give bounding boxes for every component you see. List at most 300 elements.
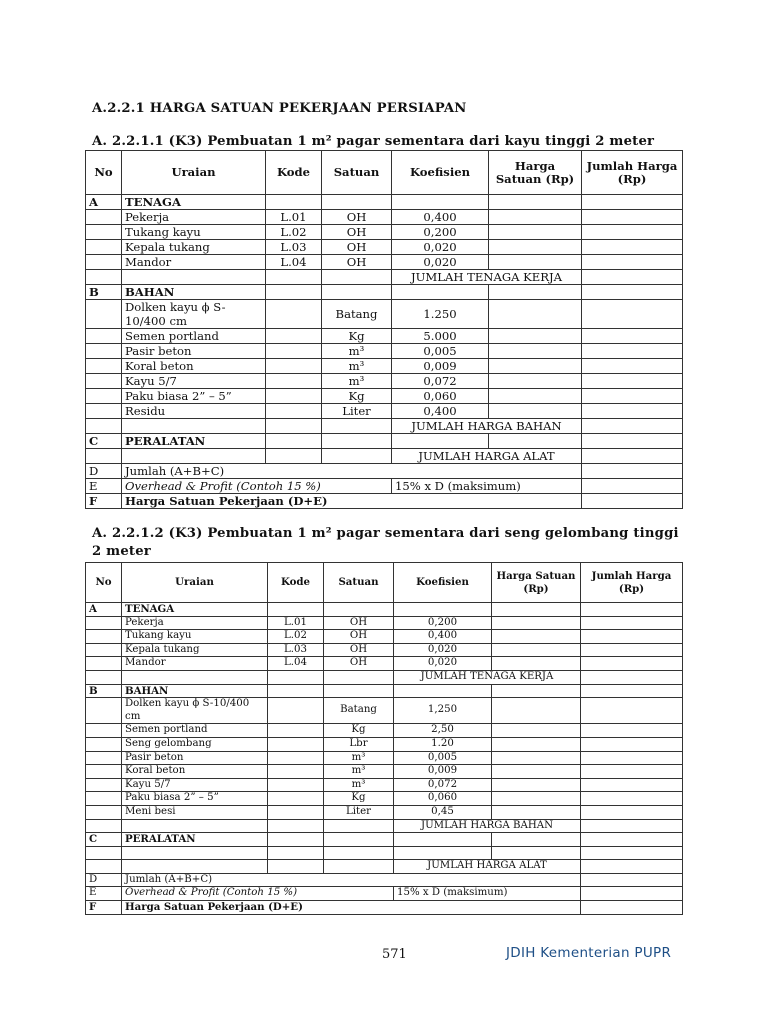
cell-uraian: Pasir beton [122,751,268,765]
cell-kode [268,792,324,806]
cell-koefisien: 0,009 [392,359,489,374]
cell-koefisien: 1.250 [392,300,489,329]
cell-uraian [122,270,266,285]
table-row [86,285,683,300]
col-header-koefisien: Koefisien [394,563,492,603]
cell-satuan [324,833,394,847]
cell-satuan: OH [322,255,392,270]
cell-harga [489,300,582,329]
cell-satuan [324,684,394,698]
cell-uraian: BAHAN [122,285,266,300]
cell-koefisien: 5.000 [392,329,489,344]
col-header-no: No [86,151,122,195]
cell-kode: L.03 [266,240,322,255]
cell-kode [266,270,322,285]
cell-no: D [86,464,122,479]
cell-koefisien: 1.20 [394,737,492,751]
cell-jumlah [581,643,683,657]
subsection-heading-1: A. 2.2.1.1 (K3) Pembuatan 1 m² pagar sementara dari kayu tinggi 2 meter [92,134,655,149]
section-heading: A.2.2.1 HARGA SATUAN PEKERJAAN PERSIAPAN [92,101,467,116]
cell-uraian: Kepala tukang [122,240,266,255]
cell-harga [489,195,582,210]
cell-no [86,225,122,240]
cell-jumlah [582,240,683,255]
cell-kode [266,434,322,449]
cell-harga [492,657,581,671]
col-header-no: No [86,563,122,603]
cell-koefisien: 0,009 [394,765,492,779]
cell-no: E [86,887,122,901]
col-header-uraian: Uraian [122,563,268,603]
cell-no: B [86,684,122,698]
cell-no [86,616,122,630]
cell-jumlah [582,434,683,449]
cell-uraian: Paku biasa 2” – 5” [122,389,266,404]
cell-satuan: m³ [324,751,394,765]
cell-kode: L.01 [268,616,324,630]
cell-uraian: Seng gelombang [122,737,268,751]
table-row [86,901,683,915]
table-row [86,404,683,419]
cell-kode [268,860,324,874]
table-row [86,698,683,724]
cell-harga [492,792,581,806]
cell-kode [268,778,324,792]
cell-jumlah [582,449,683,464]
cell-jumlah [582,255,683,270]
cell-no [86,643,122,657]
cell-koefisien: 0,400 [394,630,492,644]
cell-koefisien: 0,020 [392,240,489,255]
cell-satuan: m³ [322,374,392,389]
cell-harga [492,846,581,860]
cell-satuan: Liter [324,805,394,819]
cell-no: C [86,434,122,449]
table-row [86,751,683,765]
cell-satuan: m³ [324,778,394,792]
table-row [86,833,683,847]
cell-no [86,374,122,389]
cell-no [86,389,122,404]
table-row [86,300,683,329]
table-row [86,792,683,806]
table-row [86,344,683,359]
cell-harga [492,630,581,644]
table-body-2 [86,603,683,915]
cell-koefisien: 0,005 [394,751,492,765]
cell-no [86,805,122,819]
cell-uraian: Meni besi [122,805,268,819]
cell-harga [489,404,582,419]
cell-no [86,819,122,833]
cell-harga [492,724,581,738]
cell-jumlah [581,616,683,630]
cell-no: B [86,285,122,300]
cell-harga [489,389,582,404]
cell-koefisien: 0,072 [394,778,492,792]
cell-uraian: Dolken kayu ϕ S-10/400 cm [122,698,268,724]
cell-no [86,846,122,860]
page-number: 571 [382,947,407,962]
table-row [86,860,683,874]
cell-koefisien [392,285,489,300]
cell-kode: L.01 [266,210,322,225]
cell-jumlah [581,846,683,860]
cell-no: C [86,833,122,847]
cell-kode [266,285,322,300]
cell-kode [268,670,324,684]
cell-no [86,737,122,751]
cell-harga [489,434,582,449]
cell-jumlah [581,737,683,751]
cell-no [86,778,122,792]
cell-uraian [122,670,268,684]
cell-uraian: Tukang kayu [122,225,266,240]
cell-harga [492,698,581,724]
cell-no [86,255,122,270]
cell-kode [268,737,324,751]
cell-no: F [86,901,122,915]
table-row [86,374,683,389]
cell-uraian: Mandor [122,255,266,270]
cell-jumlah [581,805,683,819]
cell-uraian: Residu [122,404,266,419]
cell-kode [268,833,324,847]
cell-uraian: Koral beton [122,765,268,779]
cell-uraian: Tukang kayu [122,630,268,644]
cell-no [86,344,122,359]
col-header-jumlah-harga: Jumlah Harga (Rp) [581,563,683,603]
cell-satuan: m³ [324,765,394,779]
cell-jumlah [582,479,683,494]
cell-no [86,657,122,671]
cell-koefisien: 0,060 [394,792,492,806]
cell-uraian: Pekerja [122,616,268,630]
cell-no: D [86,873,122,887]
cell-jumlah [581,603,683,617]
cell-kode: L.04 [268,657,324,671]
cell-no [86,792,122,806]
cell-satuan: OH [322,210,392,225]
cell-koefisien: 0,200 [394,616,492,630]
cell-kode [266,300,322,329]
cell-satuan: Lbr [324,737,394,751]
cell-no [86,449,122,464]
col-header-uraian: Uraian [122,151,266,195]
table-body-1 [86,195,683,509]
cell-satuan: Batang [322,300,392,329]
cell-satuan: Liter [322,404,392,419]
cell-satuan [322,449,392,464]
cell-koefisien: 2,50 [394,724,492,738]
table-row [86,240,683,255]
table-row [86,449,683,464]
cell-jumlah [582,210,683,225]
cell-harga [489,255,582,270]
cell-jumlah [581,873,683,887]
table-row [86,887,683,901]
cell-harga [492,603,581,617]
cell-harga [489,225,582,240]
cell-uraian [122,819,268,833]
cell-no [86,300,122,329]
cell-no [86,670,122,684]
cell-koefisien [392,434,489,449]
cell-kode [266,389,322,404]
cell-harga [489,374,582,389]
cell-kode [266,359,322,374]
cell-harga [492,616,581,630]
cell-no [86,404,122,419]
subtotal-label: JUMLAH HARGA BAHAN [392,419,582,434]
cell-jumlah [581,819,683,833]
cell-satuan [324,670,394,684]
cell-jumlah [581,630,683,644]
cell-satuan: Batang [324,698,394,724]
price-table-seng [85,562,683,915]
cell-koefisien: 0,072 [392,374,489,389]
cell-satuan [322,285,392,300]
cell-satuan [322,434,392,449]
cell-jumlah [582,195,683,210]
cell-kode [266,344,322,359]
cell-kode [268,751,324,765]
cell-satuan: OH [322,240,392,255]
table-row [86,737,683,751]
cell-no [86,240,122,255]
cell-kode [266,329,322,344]
cell-satuan [324,846,394,860]
cell-harga [489,359,582,374]
cell-jumlah [581,684,683,698]
cell-uraian: Harga Satuan Pekerjaan (D+E) [122,494,582,509]
cell-no [86,765,122,779]
cell-kode: L.04 [266,255,322,270]
cell-no [86,698,122,724]
subtotal-label: JUMLAH HARGA ALAT [392,449,582,464]
cell-uraian: Semen portland [122,329,266,344]
cell-satuan: Kg [324,724,394,738]
table-row [86,873,683,887]
cell-jumlah [582,300,683,329]
col-header-kode: Kode [268,563,324,603]
cell-jumlah [581,657,683,671]
cell-jumlah [582,344,683,359]
cell-koefisien [394,846,492,860]
cell-satuan: OH [324,657,394,671]
cell-jumlah [581,670,683,684]
cell-koefisien [394,833,492,847]
cell-uraian: Kepala tukang [122,643,268,657]
table-row [86,464,683,479]
col-header-satuan: Satuan [324,563,394,603]
table-row [86,684,683,698]
cell-kode [266,374,322,389]
cell-harga [492,737,581,751]
table-row [86,616,683,630]
cell-kode [266,419,322,434]
table-row [86,805,683,819]
cell-uraian: Mandor [122,657,268,671]
table-row [86,494,683,509]
cell-koefisien: 1,250 [394,698,492,724]
table-row [86,643,683,657]
cell-jumlah [582,329,683,344]
cell-satuan [322,195,392,210]
cell-koefisien [394,684,492,698]
cell-harga [489,329,582,344]
cell-harga [492,643,581,657]
cell-satuan: OH [324,643,394,657]
cell-uraian [122,846,268,860]
cell-kode [268,805,324,819]
table-row [86,419,683,434]
cell-no: E [86,479,122,494]
cell-satuan: OH [322,225,392,240]
col-header-koefisien: Koefisien [392,151,489,195]
cell-satuan [324,603,394,617]
table-row [86,329,683,344]
cell-kode [266,449,322,464]
cell-kode [266,404,322,419]
cell-jumlah [582,464,683,479]
table-row [86,225,683,240]
cell-koefisien: 0,400 [392,210,489,225]
cell-jumlah [581,778,683,792]
cell-kode [268,765,324,779]
cell-uraian: Overhead & Profit (Contoh 15 %) [122,887,394,901]
cell-harga [492,765,581,779]
cell-satuan: m³ [322,344,392,359]
cell-satuan: Kg [324,792,394,806]
cell-harga [492,833,581,847]
table-row [86,630,683,644]
cell-jumlah [581,860,683,874]
cell-uraian: Kayu 5/7 [122,778,268,792]
cell-harga [489,285,582,300]
cell-jumlah [582,270,683,285]
cell-no [86,210,122,225]
cell-koefisien [394,603,492,617]
price-table-kayu [85,150,683,509]
cell-uraian: Overhead & Profit (Contoh 15 %) [122,479,392,494]
cell-koefisien: 0,060 [392,389,489,404]
table-row [86,657,683,671]
cell-satuan [324,860,394,874]
cell-no [86,270,122,285]
cell-jumlah [582,225,683,240]
cell-uraian [122,860,268,874]
cell-koefisien [392,195,489,210]
cell-uraian: Paku biasa 2” – 5” [122,792,268,806]
cell-kode: L.02 [268,630,324,644]
cell-no [86,359,122,374]
cell-jumlah [582,404,683,419]
cell-harga [492,805,581,819]
cell-satuan: Kg [322,389,392,404]
cell-uraian: Pekerja [122,210,266,225]
cell-uraian: Kayu 5/7 [122,374,266,389]
cell-jumlah [582,419,683,434]
col-header-satuan: Satuan [322,151,392,195]
cell-jumlah [582,285,683,300]
cell-satuan [324,819,394,833]
cell-kode [268,603,324,617]
cell-uraian: TENAGA [122,195,266,210]
cell-no [86,630,122,644]
cell-uraian [122,419,266,434]
cell-jumlah [581,751,683,765]
cell-kode [268,819,324,833]
cell-jumlah [581,698,683,724]
brand-text: JDIH Kementerian PUPR [506,945,672,961]
table-row [86,434,683,449]
cell-uraian: PERALATAN [122,833,268,847]
cell-harga [489,210,582,225]
cell-harga [492,778,581,792]
cell-kode [268,698,324,724]
cell-koefisien: 0,020 [394,643,492,657]
cell-harga [492,751,581,765]
cell-koefisien: 0,020 [394,657,492,671]
subtotal-label: JUMLAH HARGA ALAT [394,860,581,874]
cell-jumlah [581,901,683,915]
cell-uraian: Semen portland [122,724,268,738]
cell-jumlah [581,792,683,806]
table-row [86,195,683,210]
table-row [86,479,683,494]
cell-no: A [86,195,122,210]
cell-satuan: m³ [322,359,392,374]
cell-jumlah [582,374,683,389]
cell-uraian [122,449,266,464]
cell-koefisien: 0,45 [394,805,492,819]
cell-kode [266,195,322,210]
cell-jumlah [582,389,683,404]
col-header-kode: Kode [266,151,322,195]
cell-kode: L.02 [266,225,322,240]
col-header-jumlah-harga: Jumlah Harga (Rp) [582,151,683,195]
cell-harga [489,344,582,359]
cell-kode [268,846,324,860]
cell-koefisien: 0,400 [392,404,489,419]
cell-uraian: PERALATAN [122,434,266,449]
cell-no [86,860,122,874]
table-row [86,603,683,617]
subsection-heading-2: A. 2.2.1.2 (K3) Pembuatan 1 m² pagar sementara dari seng gelombang tinggi 2 meter [92,526,679,559]
table-row [86,255,683,270]
table-row [86,724,683,738]
table-row [86,846,683,860]
table-row [86,819,683,833]
cell-no: F [86,494,122,509]
cell-no [86,751,122,765]
table-row [86,210,683,225]
cell-uraian: Jumlah (A+B+C) [122,873,581,887]
subtotal-label: JUMLAH TENAGA KERJA [392,270,582,285]
cell-uraian: Jumlah (A+B+C) [122,464,582,479]
cell-kode [268,724,324,738]
cell-harga [489,240,582,255]
cell-satuan: Kg [322,329,392,344]
cell-kode: L.03 [268,643,324,657]
cell-kode [268,684,324,698]
cell-no [86,329,122,344]
cell-uraian: BAHAN [122,684,268,698]
cell-satuan: OH [324,630,394,644]
col-header-harga-satuan: Harga Satuan (Rp) [489,151,582,195]
cell-no [86,724,122,738]
